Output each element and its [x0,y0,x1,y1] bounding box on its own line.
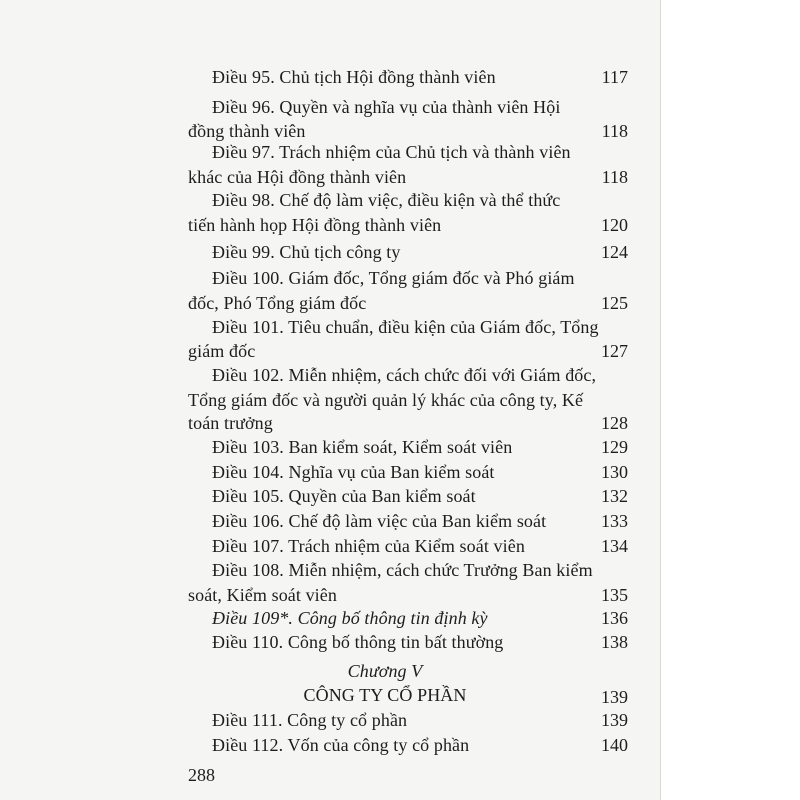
toc-page-number: 118 [601,167,628,187]
toc-entry-line: toán trưởng [188,413,273,433]
toc-page-number: 125 [601,293,628,313]
chapter-title: CÔNG TY CỔ PHẦN [303,685,467,705]
toc-entry-line: đốc, Phó Tổng giám đốc [188,293,367,313]
toc-entry-line: Điều 108. Miễn nhiệm, cách chức Trưởng Ban kiểm [212,560,593,580]
toc-entry-line: Điều 112. Vốn của công ty cổ phần [212,735,470,755]
toc-page-number: 128 [601,413,628,433]
toc-entry-line: Điều 111. Công ty cổ phần [212,710,408,730]
toc-page-number: 117 [601,67,628,87]
toc-page-number: 134 [601,536,628,556]
toc-page-number: 135 [601,585,628,605]
toc-page-number: 140 [601,735,628,755]
toc-entry-line: Điều 104. Nghĩa vụ của Ban kiểm soát [212,462,495,482]
page-margin [661,0,800,800]
toc-page-number: 139 [601,687,628,707]
toc-entry-line: Điều 97. Trách nhiệm của Chủ tịch và thành viên [212,142,571,162]
toc-entry-line: Điều 101. Tiêu chuẩn, điều kiện của Giám đốc, Tổng [212,317,599,337]
page-folio-number: 288 [188,765,215,785]
toc-entry-line: Điều 98. Chế độ làm việc, điều kiện và thể thức [212,190,561,210]
chapter-label: Chương V [347,661,423,681]
toc-entry-line: Điều 95. Chủ tịch Hội đồng thành viên [212,67,496,87]
toc-page-number: 129 [601,437,628,457]
toc-entry-line: Điều 106. Chế độ làm việc của Ban kiểm soát [212,511,547,531]
toc-page-number: 136 [601,608,628,628]
toc-page-number: 133 [601,511,628,531]
toc-entry-line: Điều 102. Miễn nhiệm, cách chức đối với Giám đốc, [212,365,597,385]
toc-entry-line: Điều 99. Chủ tịch công ty [212,242,401,262]
toc-entry-line: đồng thành viên [188,121,306,141]
toc-page-number: 130 [601,462,628,482]
toc-entry-line: khác của Hội đồng thành viên [188,167,407,187]
toc-page-number: 118 [601,121,628,141]
toc-page-number: 124 [601,242,628,262]
toc-entry-line: Điều 109*. Công bố thông tin định kỳ [212,608,488,628]
toc-entry-line: Điều 96. Quyền và nghĩa vụ của thành viên Hội [212,97,561,117]
toc-page-number: 120 [601,215,628,235]
toc-page-number: 127 [601,341,628,361]
toc-entry-line: Điều 100. Giám đốc, Tổng giám đốc và Phó giám [212,268,575,288]
toc-entry-line: soát, Kiểm soát viên [188,585,337,605]
toc-page-number: 139 [601,710,628,730]
toc-page-number: 138 [601,632,628,652]
toc-entry-line: Điều 105. Quyền của Ban kiểm soát [212,486,476,506]
toc-entry-line: Tổng giám đốc và người quản lý khác của công ty, Kế [188,390,584,410]
toc-entry-line: Điều 107. Trách nhiệm của Kiểm soát viên [212,536,525,556]
toc-entry-line: giám đốc [188,341,256,361]
toc-entry-line: Điều 103. Ban kiểm soát, Kiểm soát viên [212,437,513,457]
toc-page-number: 132 [601,486,628,506]
toc-entry-line: Điều 110. Công bố thông tin bất thường [212,632,504,652]
toc-entry-line: tiến hành họp Hội đồng thành viên [188,215,442,235]
